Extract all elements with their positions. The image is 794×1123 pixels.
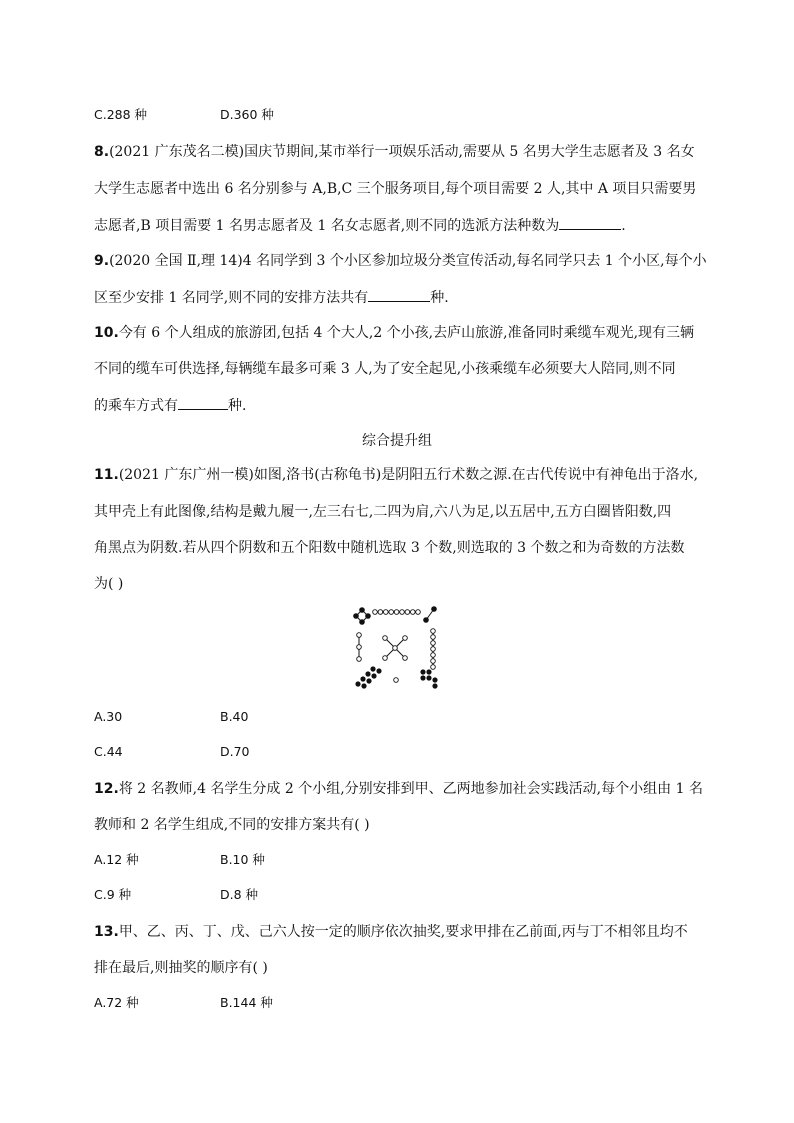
q11-line-2: 其甲壳上有此图像,结构是戴九履一,左三右七,二四为肩,六八为足,以五居中,五方白圈皆阳数,四 xyxy=(94,504,672,520)
q10-line-3: 的乘车方式有 种. xyxy=(94,398,247,414)
q7-option-c: C.288 种 xyxy=(94,107,148,122)
q7-option-d: D.360 种 xyxy=(220,107,274,122)
q11-option-c: C.44 xyxy=(94,744,123,759)
q13-line-2: 排在最后,则抽奖的顺序有( ) xyxy=(94,960,268,976)
answer-blank[interactable] xyxy=(178,396,228,410)
q10-line-1: 10.今有 6 个人组成的旅游团,包括 4 个大人,2 个小孩,去庐山旅游,准备同时乘缆车观光,现有三辆 xyxy=(94,325,695,341)
q10-line-2: 不同的缆车可供选择,每辆缆车最多可乘 3 人,为了安全起见,小孩乘缆车必须要大人陪同,则不同 xyxy=(94,361,676,377)
q8-line-1: 8.(2021 广东茂名二模)国庆节期间,某市举行一项娱乐活动,需要从 5 名男大学生志愿者及 3 名女 xyxy=(94,144,695,160)
q12-option-a: A.12 种 xyxy=(94,852,139,867)
q13-option-a: A.72 种 xyxy=(94,995,139,1010)
q12-option-b: B.10 种 xyxy=(220,852,265,867)
q13-number: 13. xyxy=(94,924,119,940)
q11-line-3: 角黑点为阴数.若从四个阴数和五个阳数中随机选取 3 个数,则选取的 3 个数之和为奇数的方法数 xyxy=(94,540,685,556)
section-title: 综合提升组 xyxy=(362,433,432,449)
answer-blank[interactable] xyxy=(368,288,430,302)
q11-option-d: D.70 xyxy=(220,744,250,759)
q13-line-1: 13.甲、乙、丙、丁、戊、己六人按一定的顺序依次抽奖,要求甲排在乙前面,丙与丁不相邻且均不 xyxy=(94,924,688,940)
q11-number: 11. xyxy=(94,467,119,483)
q12-option-d: D.8 种 xyxy=(220,887,259,902)
q11-line-4: 为( ) xyxy=(94,576,124,592)
q12-number: 12. xyxy=(94,781,119,797)
q11-line-1: 11.(2021 广东广州一模)如图,洛书(古称龟书)是阴阳五行术数之源.在古代传说中有神龟出于洛水, xyxy=(94,467,699,483)
q11-option-b: B.40 xyxy=(220,709,249,724)
q8-line-2: 大学生志愿者中选出 6 名分别参与 A,B,C 三个服务项目,每个项目需要 2 人,其中 A 项目只需要男 xyxy=(94,181,697,197)
q8-number: 8. xyxy=(94,144,110,160)
q11-option-a: A.30 xyxy=(94,709,123,724)
q12-line-1: 12.将 2 名教师,4 名学生分成 2 个小组,分别安排到甲、乙两地参加社会实践活动,每个小组由 1 名 xyxy=(94,781,703,797)
q12-option-c: C.9 种 xyxy=(94,887,132,902)
q12-line-2: 教师和 2 名学生组成,不同的安排方案共有( ) xyxy=(94,817,370,833)
q8-line-3: 志愿者,B 项目需要 1 名男志愿者及 1 名女志愿者,则不同的选派方法种数为 . xyxy=(94,218,626,234)
q9-line-1: 9.(2020 全国 Ⅱ,理 14)4 名同学到 3 个小区参加垃圾分类宣传活动,每名同学只去 1 个小区,每个小 xyxy=(94,253,707,269)
answer-blank[interactable] xyxy=(559,216,621,230)
q13-option-b: B.144 种 xyxy=(220,995,273,1010)
q10-number: 10. xyxy=(94,325,119,341)
q9-number: 9. xyxy=(94,253,110,269)
q9-line-2: 区至少安排 1 名同学,则不同的安排方法共有 种. xyxy=(94,290,449,306)
luoshu-figure xyxy=(348,602,446,692)
